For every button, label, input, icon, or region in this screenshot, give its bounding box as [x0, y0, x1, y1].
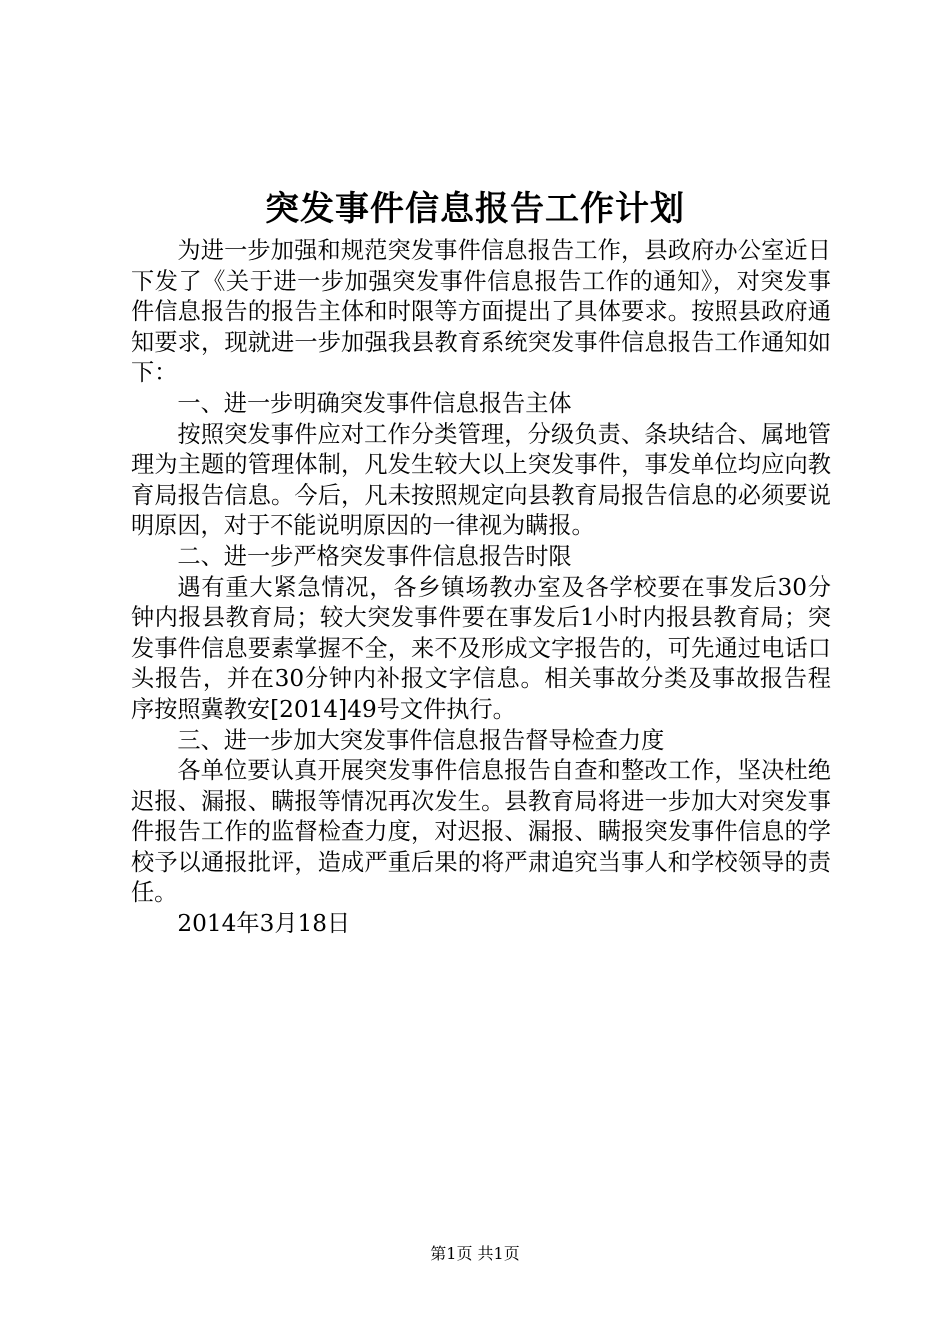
document-title: 突发事件信息报告工作计划 — [265, 189, 685, 229]
section-1-heading: 一、进一步明确突发事件信息报告主体 — [177, 389, 572, 417]
page-footer: 第1页 共1页 — [430, 1244, 520, 1263]
section-3-paragraph: 各单位要认真开展突发事件信息报告自查和整改工作，坚决杜绝迟报、漏报、瞒报等情况再次发生。县教育局将进一步加大对突发事件报告工作的监督检查力度，对迟报、漏报、瞒报突发事件信息的学校予以通报批评，造成严重后果的将严肃追究当事人和学校领导的责任。 — [131, 757, 831, 907]
document-body — [131, 236, 831, 940]
section-2-heading: 二、进一步严格突发事件信息报告时限 — [177, 542, 572, 570]
intro-paragraph: 为进一步加强和规范突发事件信息报告工作，县政府办公室近日下发了《关于进一步加强突发事件信息报告工作的通知》，对突发事件信息报告的报告主体和时限等方面提出了具体要求。按照县政府通知要求，现就进一步加强我县教育系统突发事件信息报告工作通知如下： — [131, 237, 831, 387]
section-2-paragraph: 遇有重大紧急情况，各乡镇场教办室及各学校要在事发后30分钟内报县教育局；较大突发事件要在事发后1小时内报县教育局；突发事件信息要素掌握不全，来不及形成文字报告的，可先通过电话口头报告，并在30分钟内补报文字信息。相关事故分类及事故报告程序按照冀教安[2014]49号文件执行。 — [131, 573, 831, 723]
section-3-heading: 三、进一步加大突发事件信息报告督导检查力度 — [177, 726, 665, 754]
document-date: 2014年3月18日 — [177, 910, 351, 938]
section-1-paragraph: 按照突发事件应对工作分类管理，分级负责、条块结合、属地管理为主题的管理体制，凡发生较大以上突发事件，事发单位均应向教育局报告信息。今后，凡未按照规定向县教育局报告信息的必须要说明原因，对于不能说明原因的一律视为瞒报。 — [131, 420, 831, 540]
